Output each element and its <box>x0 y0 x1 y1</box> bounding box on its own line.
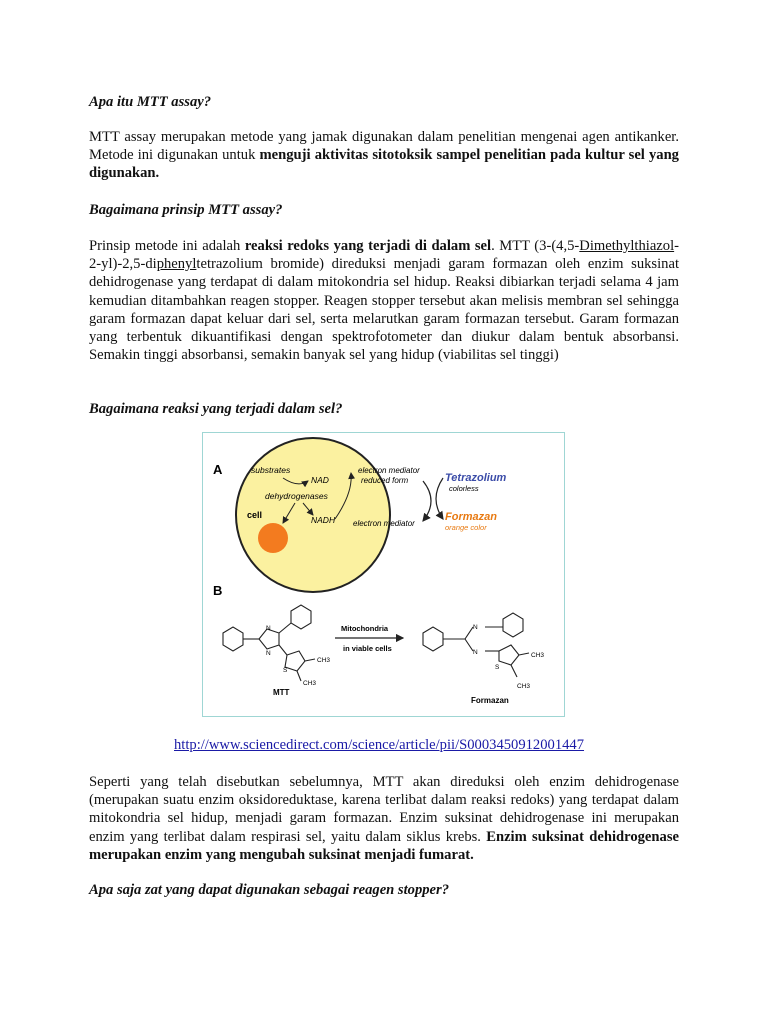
mtt-ch3-label-2: CH3 <box>303 680 317 687</box>
mtt-n-label-2: N <box>266 650 271 657</box>
panel-a-label: A <box>213 462 223 477</box>
orange-color-label: orange color <box>445 523 487 532</box>
p1-bold: menguji aktivitas sitotoksik sampel penelitian pada kultur sel yang digunakan. <box>89 147 679 182</box>
dehydrogenases-label: dehydrogenases <box>265 491 328 501</box>
em-label: electron mediator <box>353 519 415 528</box>
formazan-s-label: S <box>495 664 500 671</box>
mtt-reaction-figure <box>202 432 565 717</box>
nadh-label: NADH <box>311 515 336 525</box>
figure-svg <box>203 433 564 716</box>
p2-underlined-phenyl: phenyl <box>156 256 197 273</box>
formazan-ch3-label-2: CH3 <box>517 683 531 690</box>
p2-text-a: Prinsip metode ini adalah <box>89 238 245 254</box>
colorless-label: colorless <box>449 484 479 493</box>
p2-text-c: . MTT (3-(4,5- <box>491 238 580 254</box>
formazan-ch3-label-1: CH3 <box>531 652 545 659</box>
mtt-label: MTT <box>273 688 290 697</box>
cell-label: cell <box>247 510 263 520</box>
p3-text: Seperti yang telah disebutkan sebelumnya, MTT akan direduksi oleh enzim dehidrogenase (merupakan suatu enzim oksidoreduktase, karena terlibat dalam reaksi redoks) yang terdapat dalam mitokondria sel hidup, menjadi garam formazan. Enzim suksinat dehidrogenase ini merupakan enzim yang terlibat dalam respirasi sel, yaitu dalam siklus krebs. <box>89 774 679 845</box>
formazan-label-b: Formazan <box>471 696 509 705</box>
nad-label: NAD <box>311 475 329 485</box>
substrates-label: substrates <box>251 465 291 475</box>
sciencedirect-link[interactable]: http://www.sciencedirect.com/science/article/pii/S0003450912001447 <box>174 737 585 753</box>
formazan-structure <box>423 613 529 677</box>
p2-text-g: tetrazolium bromide) direduksi menjadi garam formazan oleh enzim suksinat dehidrogenase yang terdapat di dalam mitokondria sel hidup. Reaksi dibiarkan terjadi selama 4 jam kemudian ditambahkan reagen stopper. Reagen stopper tersebut akan melisis membran sel sehingga garam formazan dapat keluar dari sel, serta melarutkan garam formazan tersebut. Garam formazan yang terbentuk dikuantifikasi dengan spektrofotometer dan diukur dalam bentuk absorbansi. Semakin tinggi absorbansi, semakin banyak sel yang hidup (viabilitas sel tinggi) <box>89 256 679 364</box>
heading-stopper-reagent: Apa saja zat yang dapat digunakan sebagai reagen stopper? <box>89 882 450 898</box>
mtt-n-label-1: N <box>266 625 271 632</box>
viable-cells-label: in viable cells <box>343 644 392 653</box>
paragraph-reaction-explanation <box>89 773 679 864</box>
p3-bold: Enzim suksinat dehidrogenase merupakan enzim yang mengubah suksinat menjadi fumarat. <box>89 828 679 863</box>
mtt-s-label: S <box>283 667 288 674</box>
heading-what-is-mtt: Apa itu MTT assay? <box>89 94 212 110</box>
formazan-n-label-2: N <box>473 649 478 656</box>
mitochondrion-dot <box>258 523 288 553</box>
formazan-label-a: Formazan <box>445 511 497 523</box>
em-reduced-label-2: reduced form <box>361 476 409 485</box>
panel-b-label: B <box>213 583 223 598</box>
heading-cell-reaction: Bagaimana reaksi yang terjadi dalam sel? <box>89 401 343 417</box>
formazan-n-label-1: N <box>473 624 478 631</box>
mtt-ch3-label-1: CH3 <box>317 657 331 664</box>
p2-text-e: -2-yl)-2,5-di <box>89 238 679 273</box>
paragraph-mtt-definition <box>89 128 679 183</box>
mtt-structure <box>223 605 315 681</box>
arrow-em-cycle-right <box>436 478 443 519</box>
p1-text: MTT assay merupakan metode yang jamak digunakan dalam penelitian mengenai agen antikanker. Metode ini digunakan untuk <box>89 129 679 164</box>
mitochondria-label: Mitochondria <box>341 624 389 633</box>
em-reduced-label-1: electron mediator <box>358 466 420 475</box>
p2-underlined-dimethylthiazol: Dimethylthiazol <box>579 238 675 254</box>
paragraph-principle <box>89 237 679 364</box>
p2-bold: reaksi redoks yang terjadi di dalam sel <box>244 238 492 254</box>
heading-principle: Bagaimana prinsip MTT assay? <box>89 202 283 218</box>
arrow-em-cycle-left <box>423 481 431 521</box>
tetrazolium-label: Tetrazolium <box>445 472 507 484</box>
